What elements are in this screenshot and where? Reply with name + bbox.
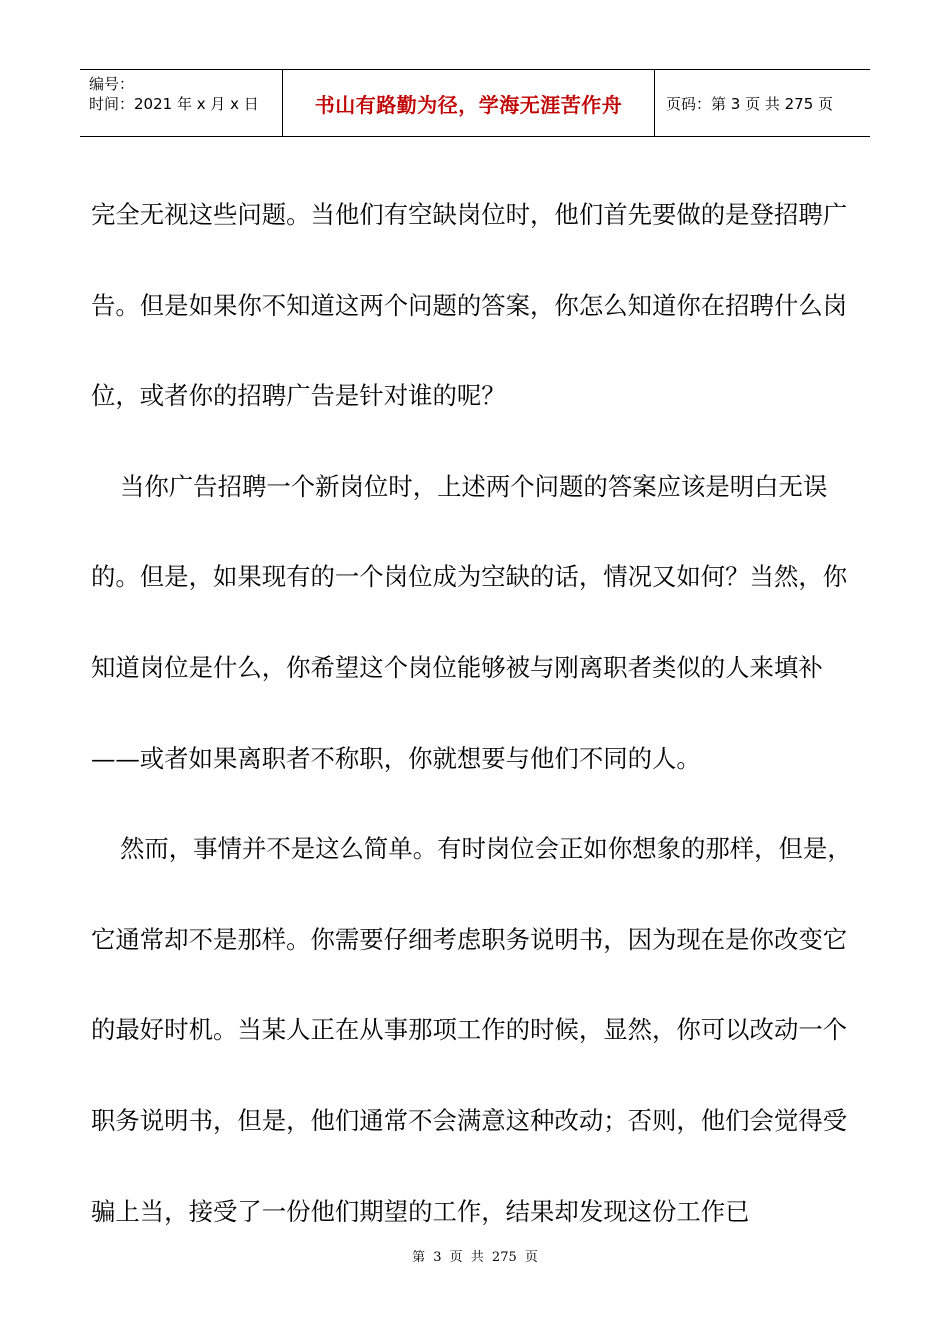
- body-text: [91, 170, 866, 1257]
- paragraph-2: 当你广告招聘一个新岗位时，上述两个问题的答案应该是明白无误的。但是，如果现有的一个岗位成为空缺的话，情况又如何？当然，你知道岗位是什么，你希望这个岗位能够被与刚离职者类似的人来填补——或者如果离职者不称职，你就想要与他们不同的人。: [91, 471, 848, 773]
- paragraph-3: 然而，事情并不是这么简单。有时岗位会正如你想象的那样，但是，它通常却不是那样。你需要仔细考虑职务说明书，因为现在是你改变它的最好时机。当某人正在从事那项工作的时候，显然，你可以改动一个职务说明书，但是，他们通常不会满意这种改动；否则，他们会觉得受骗上当，接受了一份他们期望的工作，结果却发现这份工作已: [91, 834, 852, 1226]
- number-label: 编号：: [89, 75, 135, 93]
- document-header: [80, 69, 870, 137]
- paragraph-1: 完全无视这些问题。当他们有空缺岗位时，他们首先要做的是登招聘广告。但是如果你不知道这两个问题的答案，你怎么知道你在招聘什么岗位，或者你的招聘广告是针对谁的呢？: [91, 200, 848, 411]
- date-label: 时间：2021 年 x 月 x 日: [89, 95, 259, 113]
- motto: 书山有路勤为径，学海无涯苦作舟: [314, 92, 623, 117]
- header-meta-cell: [80, 70, 283, 136]
- header-motto-cell: [283, 70, 655, 136]
- header-page-info: 页码：第 3 页 共 275 页: [666, 94, 834, 113]
- header-page-cell: [655, 70, 870, 136]
- page-footer: 第 3 页 共 275 页: [412, 1250, 538, 1265]
